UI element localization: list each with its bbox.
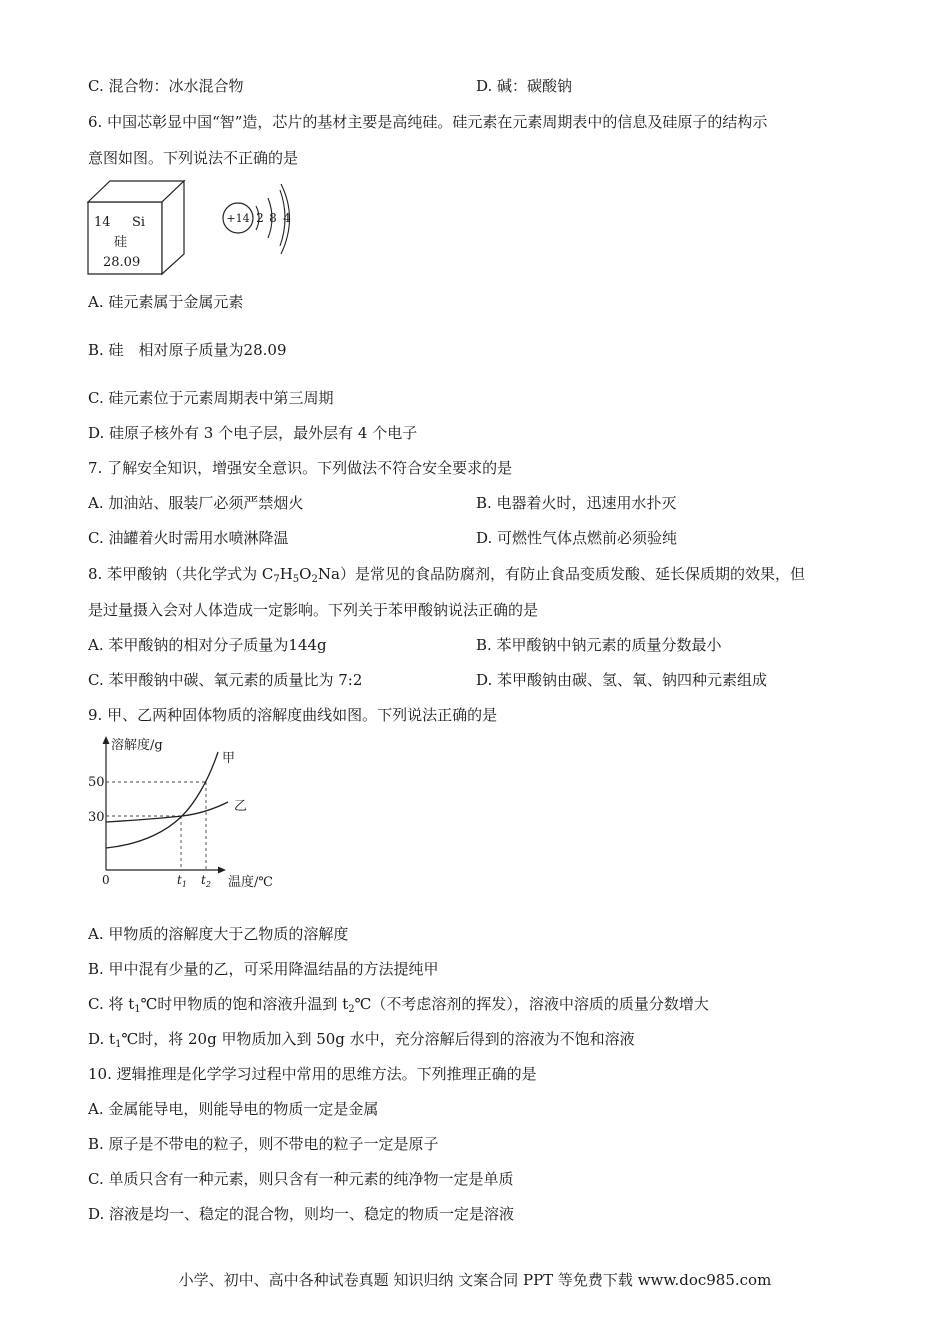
q9-option-b: B. 甲中混有少量的乙，可采用降温结晶的方法提纯甲 bbox=[88, 960, 439, 978]
q8-option-b: B. 苯甲酸钠中钠元素的质量分数最小 bbox=[476, 636, 722, 654]
atom-structure-diagram bbox=[223, 184, 291, 254]
atom-shell-3: 4 bbox=[283, 211, 291, 225]
q7-option-a: A. 加油站、服装厂必须严禁烟火 bbox=[88, 494, 304, 512]
atom-shell-1: 2 bbox=[256, 211, 264, 225]
q8-option-c: C. 苯甲酸钠中碳、氧元素的质量比为 7:2 bbox=[88, 671, 363, 689]
q7-option-b: B. 电器着火时，迅速用水扑灭 bbox=[476, 494, 677, 512]
element-box bbox=[88, 181, 184, 274]
element-symbol: Si bbox=[132, 215, 146, 230]
solubility-chart bbox=[84, 732, 294, 894]
x-tick-t2: $t_2$ bbox=[201, 873, 211, 889]
q6-option-b: B. 硅 相对原子质量为28.09 bbox=[88, 341, 287, 359]
atom-nucleus: +14 bbox=[226, 212, 250, 225]
q5-option-c: C. 混合物：冰水混合物 bbox=[88, 77, 244, 95]
element-mass: 28.09 bbox=[103, 255, 141, 270]
series-yi-curve bbox=[106, 802, 228, 822]
q8-stem-line1: 8. 苯甲酸钠（共化学式为 $C_7H_5O_2Na$）是常见的食品防腐剂，有防止食品变质发酸、延长保质期的效果，但 bbox=[88, 565, 805, 585]
q9-option-d: D. $t_1℃$时，将 20g 甲物质加入到 50g 水中，充分溶解后得到的溶液为不饱和溶液 bbox=[88, 1030, 635, 1050]
q9-option-a: A. 甲物质的溶解度大于乙物质的溶解度 bbox=[88, 925, 349, 943]
x-tick-t1: $t_1$ bbox=[177, 873, 187, 889]
q10-option-d: D. 溶液是均一、稳定的混合物，则均一、稳定的物质一定是溶液 bbox=[88, 1205, 515, 1223]
x-axis-label: 温度/℃ bbox=[228, 875, 273, 890]
series-jia-label: 甲 bbox=[222, 751, 236, 766]
q8-stem-line2: 是过量摄入会对人体造成一定影响。下列关于苯甲酸钠说法正确的是 bbox=[88, 601, 539, 619]
q10-option-c: C. 单质只含有一种元素，则只含有一种元素的纯净物一定是单质 bbox=[88, 1170, 514, 1188]
q8-option-d: D. 苯甲酸钠由碳、氢、氧、钠四种元素组成 bbox=[476, 671, 768, 689]
q6-option-c: C. 硅元素位于元素周期表中第三周期 bbox=[88, 389, 334, 407]
q10-option-a: A. 金属能导电，则能导电的物质一定是金属 bbox=[88, 1100, 379, 1118]
y-tick-30: 30 bbox=[88, 810, 105, 825]
q7-option-c: C. 油罐着火时需用水喷淋降温 bbox=[88, 529, 289, 547]
q9-option-c: C. 将 $t_1℃$时甲物质的饱和溶液升温到 $t_2℃$（不考虑溶剂的挥发），溶液中溶质的质量分数增大 bbox=[88, 995, 709, 1015]
q10-stem: 10. 逻辑推理是化学学习过程中常用的思维方法。下列推理正确的是 bbox=[88, 1065, 537, 1083]
element-name: 硅 bbox=[114, 235, 128, 250]
q6-option-d: D. 硅原子核外有 3 个电子层，最外层有 4 个电子 bbox=[88, 424, 418, 442]
y-axis-label: 溶解度/g bbox=[111, 738, 163, 753]
q9-stem: 9. 甲、乙两种固体物质的溶解度曲线如图。下列说法正确的是 bbox=[88, 706, 498, 724]
x-axis-arrow bbox=[218, 867, 226, 874]
origin-label: 0 bbox=[102, 873, 110, 887]
q6-stem-line2: 意图如图。下列说法不正确的是 bbox=[88, 149, 299, 167]
page-footer: 小学、初中、高中各种试卷真题 知识归纳 文案合同 PPT 等免费下载 www.doc985.com bbox=[178, 1271, 772, 1289]
y-tick-50: 50 bbox=[88, 775, 105, 790]
atom-shell-2: 8 bbox=[269, 211, 277, 225]
q7-option-d: D. 可燃性气体点燃前必须验纯 bbox=[476, 529, 678, 547]
series-jia-curve bbox=[106, 752, 218, 848]
series-yi-label: 乙 bbox=[234, 799, 248, 814]
q5-option-d: D. 碱：碳酸钠 bbox=[476, 77, 573, 95]
y-axis-arrow bbox=[103, 736, 110, 744]
element-number: 14 bbox=[94, 215, 111, 230]
q6-figure bbox=[86, 178, 316, 278]
q6-option-a: A. 硅元素属于金属元素 bbox=[88, 293, 244, 311]
q6-stem-line1: 6. 中国芯彰显中国“智”造，芯片的基材主要是高纯硅。硅元素在元素周期表中的信息及硅原子的结构示 bbox=[88, 113, 768, 131]
q7-stem: 7. 了解安全知识，增强安全意识。下列做法不符合安全要求的是 bbox=[88, 459, 513, 477]
q10-option-b: B. 原子是不带电的粒子，则不带电的粒子一定是原子 bbox=[88, 1135, 439, 1153]
q8-option-a: A. 苯甲酸钠的相对分子质量为144g bbox=[88, 636, 327, 654]
